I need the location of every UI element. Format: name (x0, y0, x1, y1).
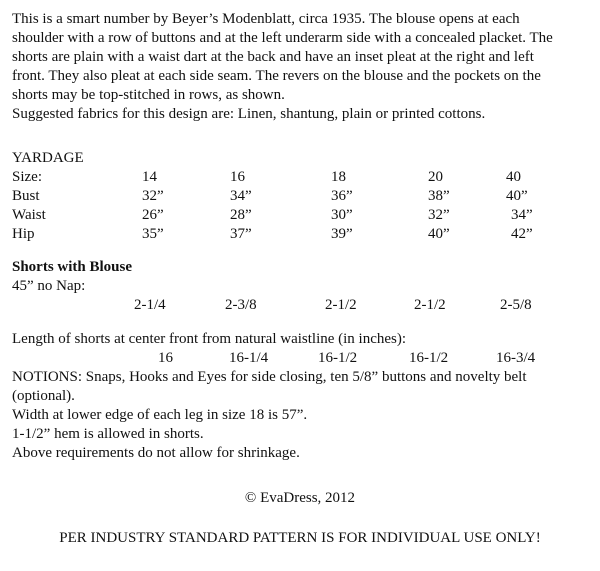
table-cell: 16 (158, 350, 173, 366)
table-cell: 2-3/8 (225, 297, 257, 313)
table-cell: 2-1/4 (134, 297, 166, 313)
intro-line: shorts may be top-stitched in rows, as shown. (12, 87, 285, 103)
table-cell: 35” (142, 226, 164, 242)
row-label: Bust (12, 188, 40, 204)
intro-line: shoulder with a row of buttons and at the left underarm side with a concealed placket. The (12, 30, 553, 46)
note-line: (optional). (12, 388, 75, 404)
yardage-heading: YARDAGE (12, 150, 84, 166)
table-cell: 32” (142, 188, 164, 204)
table-cell: 38” (428, 188, 450, 204)
intro-line: This is a smart number by Beyer’s Modenblatt, circa 1935. The blouse opens at each (12, 11, 520, 27)
table-cell: 2-5/8 (500, 297, 532, 313)
intro-paragraph (12, 10, 592, 124)
table-cell: 26” (142, 207, 164, 223)
usage-notice: PER INDUSTRY STANDARD PATTERN IS FOR INDIVIDUAL USE ONLY! (59, 530, 541, 546)
length-label: Length of shorts at center front from natural waistline (in inches): (12, 331, 407, 347)
table-cell: 2-1/2 (414, 297, 446, 313)
table-cell: 37” (230, 226, 252, 242)
notions-notes (12, 368, 592, 463)
table-cell: 32” (428, 207, 450, 223)
table-cell: 18 (331, 169, 346, 185)
note-line: Above requirements do not allow for shrinkage. (12, 445, 300, 461)
table-cell: 28” (230, 207, 252, 223)
intro-line: Suggested fabrics for this design are: Linen, shantung, plain or printed cottons. (12, 106, 486, 122)
note-line: Width at lower edge of each leg in size 18 is 57”. (12, 407, 308, 423)
table-cell: 34” (511, 207, 533, 223)
note-line: NOTIONS: Snaps, Hooks and Eyes for side closing, ten 5/8” buttons and novelty belt (12, 369, 527, 385)
table-cell: 16-1/2 (409, 350, 449, 366)
table-cell: 40 (506, 169, 521, 185)
table-cell: 36” (331, 188, 353, 204)
table-cell: 42” (511, 226, 533, 242)
intro-line: front. They also pleat at each side seam. The revers on the blouse and the pockets on the (12, 68, 541, 84)
row-label: Hip (12, 226, 35, 242)
row-label: Size: (12, 169, 42, 185)
table-cell: 30” (331, 207, 353, 223)
table-cell: 16-1/4 (229, 350, 269, 366)
table-cell: 16-3/4 (496, 350, 536, 366)
table-cell: 16 (230, 169, 245, 185)
table-cell: 39” (331, 226, 353, 242)
table-cell: 2-1/2 (325, 297, 357, 313)
table-cell: 14 (142, 169, 157, 185)
copyright-line: © EvaDress, 2012 (244, 490, 356, 506)
row-label: Waist (12, 207, 46, 223)
table-cell: 40” (506, 188, 528, 204)
fabric-width-label: 45” no Nap: (12, 278, 86, 294)
table-cell: 16-1/2 (318, 350, 358, 366)
table-cell: 20 (428, 169, 443, 185)
table-cell: 34” (230, 188, 252, 204)
table-cell: 40” (428, 226, 450, 242)
section-heading-shorts-with-blouse: Shorts with Blouse (12, 259, 133, 275)
intro-line: shorts are plain with a waist dart at the back and have an inset pleat at the right and left (12, 49, 534, 65)
note-line: 1-1/2” hem is allowed in shorts. (12, 426, 204, 442)
